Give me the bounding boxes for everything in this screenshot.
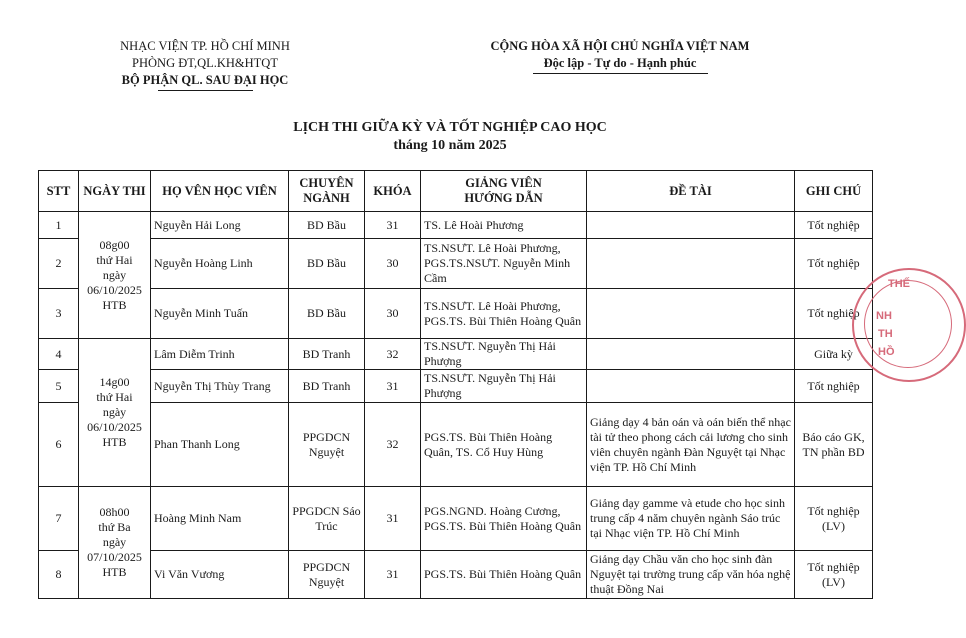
cell-major: PPGDCN Sáo Trúc [289,487,365,551]
table-header-row [39,171,873,212]
seal-text-4: HỒ [878,346,895,358]
seal-text-2: NH [876,310,892,322]
cell-topic [587,239,795,289]
col-header-note: GHI CHÚ [795,171,873,212]
official-seal [852,268,966,382]
cell-note: Tốt nghiệp [795,289,873,339]
date-value: 07/10/2025 [87,550,142,564]
national-motto: Độc lập - Tự do - Hạnh phúc [543,56,697,70]
cell-note: Tốt nghiệp [795,212,873,239]
date-room: HTB [102,435,127,449]
cell-major: BD Bầu [289,239,365,289]
cell-exam-date [79,339,151,487]
cell-stt: 3 [39,289,79,339]
date-room: HTB [102,297,127,312]
cell-advisor: TS.NSƯT. Lê Hoài Phương, PGS.TS.NSƯT. Nguyễn Minh Cầm [421,239,587,289]
table-row [39,289,873,339]
table-row [39,370,873,403]
cell-stt: 6 [39,403,79,487]
date-weekday: thứ Ba [98,520,131,534]
header-right-divider [533,73,708,74]
date-time: 14g00 [99,375,130,389]
cell-advisor: PGS.NGND. Hoàng Cương, PGS.TS. Bùi Thiên Hoàng Quân [421,487,587,551]
institution-header [80,38,330,91]
cell-stt: 7 [39,487,79,551]
cell-advisor: TS.NSƯT. Lê Hoài Phương, PGS.TS. Bùi Thiên Hoàng Quân [421,289,587,339]
cell-student: Nguyễn Hoàng Linh [151,239,289,289]
cell-exam-date [79,212,151,339]
cell-student: Nguyễn Minh Tuấn [151,289,289,339]
col-header-major-l1: CHUYÊN [299,176,354,190]
cell-note: Tốt nghiệp (LV) [795,551,873,599]
col-header-topic: ĐỀ TÀI [587,171,795,212]
cell-topic: Giảng dạy Chầu văn cho học sinh đàn Nguyệt tại trường trung cấp văn hóa nghệ thuật Đồng Nai [587,551,795,599]
col-header-advisor [421,171,587,212]
date-label: ngày [102,535,127,549]
cell-advisor: TS.NSƯT. Nguyễn Thị Hải Phượng [421,370,587,403]
col-header-date: NGÀY THI [79,171,151,212]
cell-major: PPGDCN Nguyệt [289,551,365,599]
date-time: 08g00 [99,237,130,252]
cell-student: Lâm Diễm Trinh [151,339,289,370]
col-header-advisor-l1: GIẢNG VIÊN [465,176,542,190]
cell-student: Nguyễn Thị Thùy Trang [151,370,289,403]
date-weekday: thứ Hai [96,390,133,404]
cell-cohort: 30 [365,289,421,339]
cell-topic: Giảng dạy 4 bản oán và oán biến thể nhạc tài tử theo phong cách cải lương cho sinh viên chuyên ngành Đàn Nguyệt tại Nhạc viện TP. Hồ Chí Minh [587,403,795,487]
cell-major: BD Tranh [289,339,365,370]
table-row [39,212,873,239]
cell-note: Giữa kỳ [795,339,873,370]
table-row [39,487,873,551]
seal-text-3: TH [878,328,893,340]
cell-major: BD Bầu [289,212,365,239]
cell-student: Hoàng Minh Nam [151,487,289,551]
cell-cohort: 31 [365,212,421,239]
date-room: HTB [102,565,127,579]
cell-topic [587,289,795,339]
cell-advisor: PGS.TS. Bùi Thiên Hoàng Quân [421,551,587,599]
cell-major: PPGDCN Nguyệt [289,403,365,487]
col-header-stt: STT [39,171,79,212]
col-header-major [289,171,365,212]
cell-student: Phan Thanh Long [151,403,289,487]
col-header-student: HỌ VÊN HỌC VIÊN [151,171,289,212]
table-row [39,403,873,487]
cell-advisor: PGS.TS. Bùi Thiên Hoàng Quân, TS. Cổ Huy Hùng [421,403,587,487]
department-name: PHÒNG ĐT,QL.KH&HTQT [132,56,278,70]
document-title [0,119,900,155]
national-header [480,38,760,74]
exam-schedule-table [38,170,873,599]
cell-stt: 5 [39,370,79,403]
country-name: CỘNG HÒA XÃ HỘI CHỦ NGHĨA VIỆT NAM [490,39,750,53]
cell-student: Nguyễn Hải Long [151,212,289,239]
cell-note: Tốt nghiệp [795,370,873,403]
date-time: 08h00 [99,505,130,519]
cell-note: Báo cáo GK, TN phần BD [795,403,873,487]
table-row [39,551,873,599]
cell-cohort: 31 [365,487,421,551]
date-value: 06/10/2025 [87,282,142,297]
cell-stt: 8 [39,551,79,599]
institution-name: NHẠC VIỆN TP. HỒ CHÍ MINH [120,39,290,53]
date-weekday: thứ Hai [96,252,133,267]
cell-note: Tốt nghiệp [795,239,873,289]
cell-topic: Giảng dạy gamme và etude cho học sinh trung cấp 4 năm chuyên ngành Sáo trúc tại Nhạc viện TP. Hồ Chí Minh [587,487,795,551]
header-left-divider [158,90,253,91]
title-month: tháng 10 năm 2025 [393,138,507,153]
table-row [39,339,873,370]
cell-cohort: 32 [365,339,421,370]
col-header-major-l2: NGÀNH [303,191,350,205]
cell-advisor: TS. Lê Hoài Phương [421,212,587,239]
date-label: ngày [102,405,127,419]
cell-cohort: 30 [365,239,421,289]
cell-cohort: 32 [365,403,421,487]
cell-topic [587,370,795,403]
seal-text-1: THẾ [888,278,910,290]
cell-note: Tốt nghiệp (LV) [795,487,873,551]
cell-cohort: 31 [365,370,421,403]
cell-topic [587,212,795,239]
cell-stt: 2 [39,239,79,289]
division-name: BỘ PHẬN QL. SAU ĐẠI HỌC [121,73,289,87]
table-row [39,239,873,289]
cell-cohort: 31 [365,551,421,599]
cell-major: BD Tranh [289,370,365,403]
cell-stt: 1 [39,212,79,239]
col-header-cohort: KHÓA [365,171,421,212]
date-value: 06/10/2025 [87,420,142,434]
cell-exam-date [79,487,151,599]
title-main: LỊCH THI GIỮA KỲ VÀ TỐT NGHIỆP CAO HỌC [293,120,607,135]
cell-major: BD Bầu [289,289,365,339]
col-header-advisor-l2: HƯỚNG DẪN [464,191,543,205]
cell-topic [587,339,795,370]
cell-stt: 4 [39,339,79,370]
cell-student: Vi Văn Vương [151,551,289,599]
date-label: ngày [102,267,127,282]
cell-advisor: TS.NSƯT. Nguyễn Thị Hải Phượng [421,339,587,370]
